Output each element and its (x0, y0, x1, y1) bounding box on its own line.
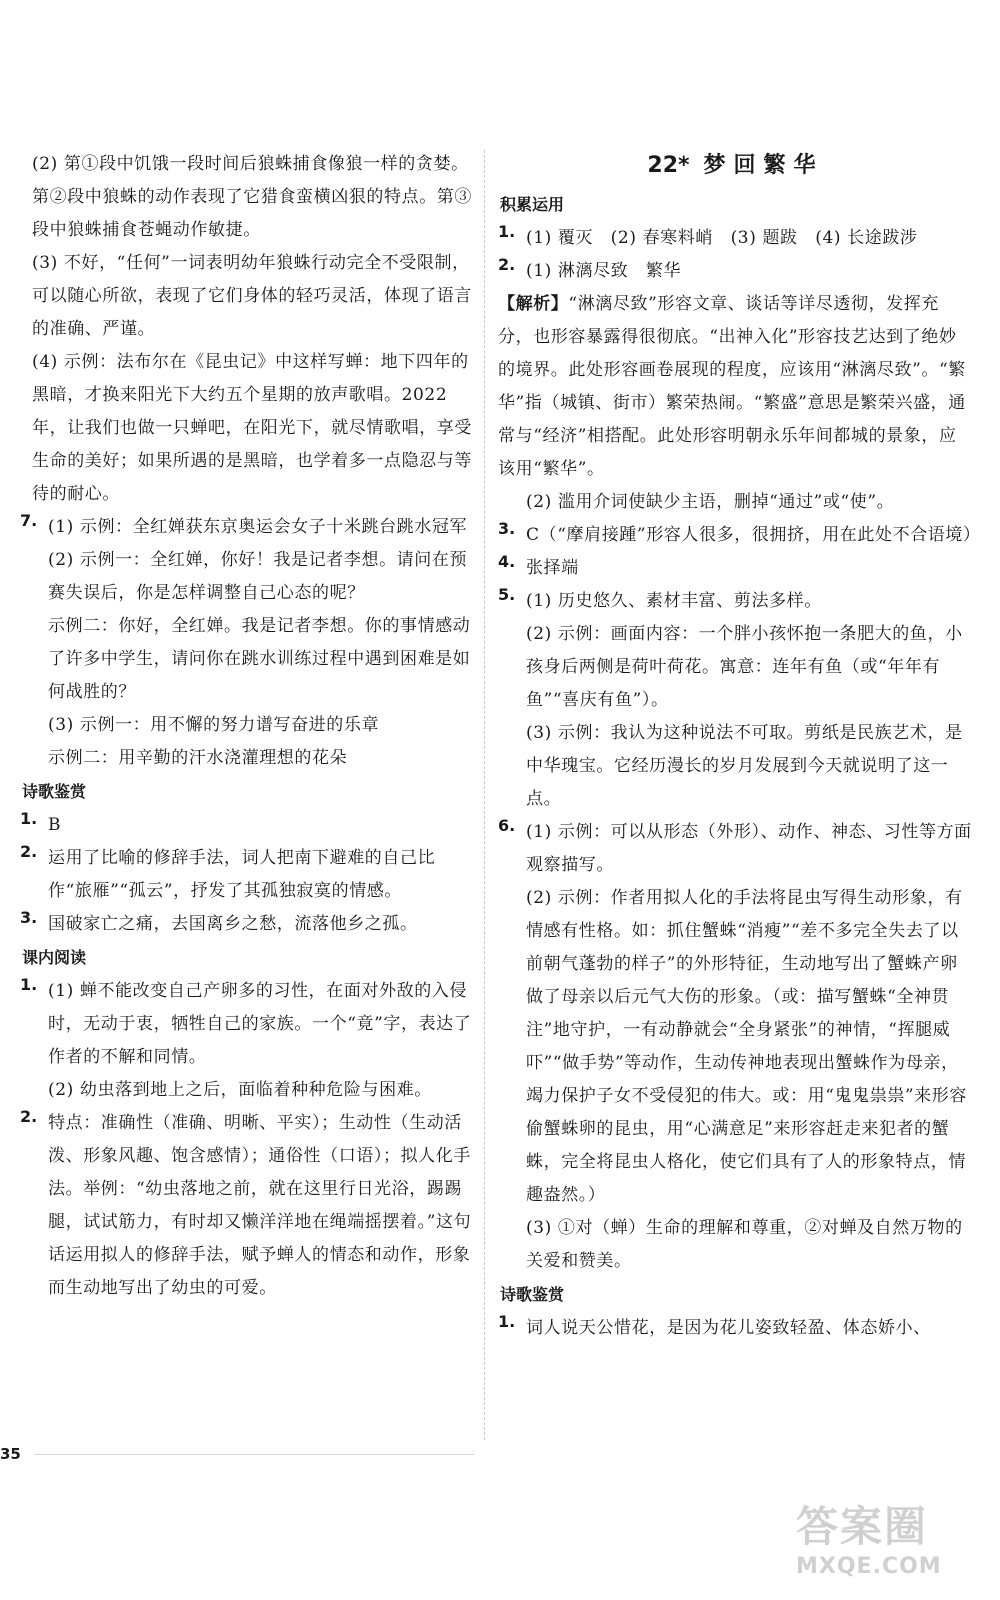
question-number: 2. (20, 1107, 38, 1126)
poetry-question (20, 842, 475, 908)
lesson-name: 梦回繁华 (703, 153, 824, 178)
answer-paragraph: (1) 淋漓尽致 繁华 (526, 261, 682, 281)
question-number: 1. (498, 222, 516, 241)
answer-paragraph: (1) 蝉不能改变自己产卵多的习性，在面对外敌的入侵时，无动于衷，牺牲自己的家族。一个“竟”字，表达了作者的不解和同情。 (48, 981, 472, 1067)
poetry-question (498, 1312, 973, 1345)
answer-paragraph: (2) 滥用介词使缺少主语，删掉“通过”或“使”。 (526, 492, 895, 512)
watermark-logo (796, 1500, 986, 1600)
answer-paragraph: (3) 示例：我认为这种说法不可取。剪纸是民族艺术，是中华瑰宝。它经历漫长的岁月发展到今天就说明了这一点。 (526, 723, 963, 809)
analysis-text: “淋漓尽致”形容文章、谈话等详尽透彻，发挥充分，也形容暴露得很彻底。“出神入化”形容技艺达到了绝妙的境界。此处形容画卷展现的程度，应该用“淋漓尽致”。“繁华”指（城镇、街市）繁荣热闹。“繁盛”意思是繁荣兴盛，通常与“经济”相搭配。此处形容明朝永乐年间都城的景象，应该用“繁华”。 (498, 294, 966, 479)
analysis-label: 【解析】 (498, 294, 569, 314)
reading-question-2 (20, 1107, 475, 1305)
question-7 (20, 511, 475, 775)
question-number: 1. (20, 975, 38, 994)
answer-paragraph: (1) 覆灭 (2) 春寒料峭 (3) 题跋 (4) 长途跋涉 (526, 228, 918, 248)
accum-question-1 (498, 222, 973, 255)
question-number: 1. (498, 1312, 516, 1331)
answer-paragraph: 张择端 (526, 558, 579, 578)
answer-paragraph: 运用了比喻的修辞手法，词人把南下避难的自己比作“旅雁”“孤云”，抒发了其孤独寂寞的情感。 (48, 848, 436, 901)
accum-question-4 (498, 552, 973, 585)
left-column (20, 148, 475, 1305)
answer-paragraph: 词人说天公惜花，是因为花儿姿致轻盈、体态娇小、 (526, 1318, 931, 1338)
section-heading-accumulation: 积累运用 (500, 195, 565, 214)
accum-question-5 (498, 585, 973, 816)
section-heading-poetry: 诗歌鉴赏 (500, 1285, 565, 1304)
lesson-title (498, 148, 973, 184)
answer-paragraph: (2) 示例：画面内容：一个胖小孩怀抱一条肥大的鱼，小孩身后两侧是荷叶荷花。寓意：连年有鱼（或“年年有鱼”“喜庆有鱼”）。 (526, 624, 963, 710)
right-column (498, 148, 981, 1345)
question-number: 2. (498, 255, 516, 274)
section-heading-reading: 课内阅读 (22, 948, 87, 967)
column-divider (484, 150, 485, 1440)
answer-paragraph: (3) 不好，“任何”一词表明幼年狼蛛行动完全不受限制，可以随心所欲，表现了它们身体的轻巧灵活，体现了语言的准确、严谨。 (32, 253, 472, 339)
answer-paragraph: 国破家亡之痛，去国离乡之愁，流落他乡之孤。 (48, 914, 418, 934)
accum-question-3 (498, 519, 981, 552)
lesson-number: 22* (647, 153, 690, 178)
question-number: 1. (20, 809, 38, 828)
question-number: 3. (498, 519, 516, 538)
answer-paragraph: (3) 示例一：用不懈的努力谱写奋进的乐章 (48, 715, 380, 735)
answer-paragraph: (2) 示例：作者用拟人化的手法将昆虫写得生动形象，有情感有性格。如：抓住蟹蛛“消瘦”“差不多完全失去了以前朝气蓬勃的样子”的外形特征，生动地写出了蟹蛛产卵做了母亲以后元气大伤的形象。（或：描写蟹蛛“全神贯注”地守护，一有动静就会“全身紧张”的神情，“挥腿威吓”“做手势”等动作，生动传神地表现出蟹蛛作为母亲，竭力保护子女不受侵犯的伟大。或：用“鬼鬼祟祟”来形容偷蟹蛛卵的昆虫，用“心满意足”来形容赶走来犯者的蟹蛛，完全将昆虫人格化，使它们具有了人的形象特点，情趣盎然。） (526, 888, 967, 1205)
page-number: 35 (0, 1445, 21, 1463)
accum-question-6 (498, 816, 973, 1278)
question-number: 6. (498, 816, 516, 835)
question-number: 3. (20, 908, 38, 927)
answer-paragraph: (1) 历史悠久、素材丰富、剪法多样。 (526, 591, 822, 611)
answer-paragraph: 特点：准确性（准确、明晰、平实）；生动性（生动活泼、形象风趣、饱含感情）；通俗性（口语）；拟人化手法。举例：“幼虫落地之前，就在这里行日光浴，踢踢腿，试试筋力，有时却又懒洋洋地在绳端摇摆着。”这句话运用拟人的修辞手法，赋予蝉人的情态和动作，形象而生动地写出了幼虫的可爱。 (48, 1113, 472, 1298)
accum-question-2 (498, 255, 973, 288)
analysis-paragraph (498, 288, 973, 486)
answer-paragraph: (2) 示例一：全红婵，你好！我是记者李想。请问在预赛失误后，你是怎样调整自己心态的呢？ (48, 550, 468, 603)
answer-paragraph: 示例二：你好，全红婵。我是记者李想。你的事情感动了许多中学生，请问你在跳水训练过程中遇到困难是如何战胜的？ (48, 616, 471, 702)
question-number: 5. (498, 585, 516, 604)
answer-paragraph: (2) 第①段中饥饿一段时间后狼蛛捕食像狼一样的贪婪。第②段中狼蛛的动作表现了它猎食蛮横凶狠的特点。第③段中狼蛛捕食苍蝇动作敏捷。 (32, 154, 472, 240)
answer-paragraph: (1) 示例：全红婵获东京奥运会女子十米跳台跳水冠军 (48, 517, 468, 537)
answer-paragraph: C（“摩肩接踵”形容人很多，很拥挤，用在此处不合语境） (526, 525, 981, 545)
footer-rule (34, 1454, 474, 1455)
answer-paragraph: B (48, 815, 62, 835)
watermark-url: MXQE.COM (796, 1554, 942, 1579)
answer-paragraph: (4) 示例：法布尔在《昆虫记》中这样写蝉：地下四年的黑暗，才换来阳光下大约五个星期的放声歌唱。2022年，让我们也做一只蝉吧，在阳光下，就尽情歌唱，享受生命的美好；如果所遇的是黑暗，也学着多一点隐忍与等待的耐心。 (32, 352, 472, 504)
poetry-question (20, 809, 475, 842)
section-heading-poetry: 诗歌鉴赏 (22, 782, 87, 801)
question-number: 4. (498, 552, 516, 571)
answer-paragraph: 示例二：用辛勤的汗水浇灌理想的花朵 (48, 748, 348, 768)
answer-paragraph: (2) 幼虫落到地上之后，面临着种种危险与困难。 (48, 1080, 432, 1100)
watermark-text: 答案圈 (796, 1502, 929, 1551)
answer-paragraph: (1) 示例：可以从形态（外形）、动作、神态、习性等方面观察描写。 (526, 822, 972, 875)
answer-paragraph: (3) ①对（蝉）生命的理解和尊重，②对蝉及自然万物的关爱和赞美。 (526, 1218, 963, 1271)
poetry-question (20, 908, 475, 941)
reading-question-1 (20, 975, 475, 1107)
question-number: 2. (20, 842, 38, 861)
question-number: 7. (20, 511, 38, 530)
